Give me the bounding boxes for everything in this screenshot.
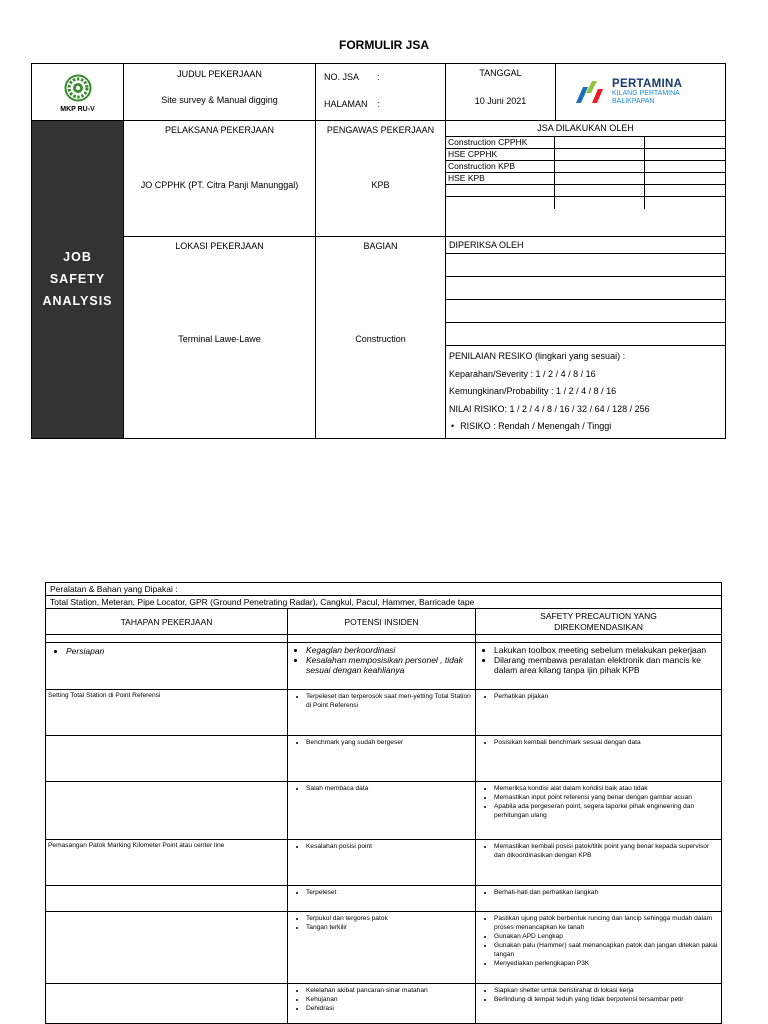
side-title-line-1: JOB (63, 250, 92, 265)
potensi-cell (288, 840, 476, 886)
severity-scale: Keparahan/Severity : 1 / 2 / 4 / 8 / 16 (449, 368, 596, 379)
tahapan-text (46, 736, 287, 738)
penilaian-block (446, 346, 725, 438)
step-row (46, 736, 722, 782)
pertamina-logo-icon (574, 79, 608, 105)
tahapan-cell (46, 782, 288, 840)
company-name: PERTAMINA (612, 78, 683, 90)
tanggal-value: 10 Juni 2021 (474, 96, 527, 106)
jsa-oleh-label: JSA DILAKUKAN OLEH (446, 121, 725, 137)
potensi-item: • Terpeleset (306, 888, 475, 897)
safety-item: • Gunakan APD Lengkap (494, 932, 721, 941)
tahapan-text (46, 984, 287, 986)
tahapan-text: Setting Total Station di Point Referensi (48, 692, 161, 699)
col-safety-header-line-2: DIREKOMENDASIKAN (554, 621, 643, 632)
jsa-oleh-row: HSE KPB (446, 173, 725, 185)
safety-item: • Dilarang membawa peralatan elektronik dan mancis ke dalam area kilang tanpa ijin pihak KPB (494, 655, 721, 675)
pelaksana-cell (124, 121, 316, 237)
company-sub1: KILANG PERTAMINA (612, 90, 680, 97)
potensi-item: • Salah membaca data (306, 784, 475, 793)
tahapan-text: Pemasangan Patok Marking Kilometer Point atau center line (48, 842, 225, 849)
jsa-oleh-grid (446, 137, 725, 209)
potensi-item: • Terpukul dan tergores patok (306, 914, 475, 923)
potensi-item: • Benchmark yang sudah bergeser (306, 738, 475, 747)
safety-item: • Berlindung di tempat teduh yang tidak berpotensi tersambar petir (494, 995, 721, 1004)
pengawas-value: KPB (371, 180, 390, 190)
jsa-oleh-row (446, 197, 725, 210)
jsa-oleh-cell (446, 121, 726, 237)
probability-scale: Kemungkinan/Probability : 1 / 2 / 4 / 8 / 16 (449, 386, 617, 396)
jsa-oleh-row: HSE CPPHK (446, 149, 725, 161)
tahapan-cell (46, 643, 288, 690)
logo-label: MKP RU-V (60, 105, 95, 113)
bagian-value: Construction (355, 334, 406, 344)
safety-cell (476, 886, 722, 912)
step-row (46, 912, 722, 984)
tahapan-text (46, 912, 287, 914)
steps-body (46, 643, 722, 1024)
diperiksa-blank-row (446, 323, 725, 346)
step-row (46, 643, 722, 690)
safety-item: • Siapkan shelter untuk beristirahat di lokasi kerja (494, 986, 721, 995)
step-row (46, 690, 722, 736)
jsa-steps-table (45, 582, 722, 1024)
no-jsa-cell (316, 64, 446, 121)
tahapan-cell (46, 886, 288, 912)
halaman-sep: : (377, 99, 381, 109)
judul-value: Site survey & Manual digging (161, 95, 278, 105)
jsa-header-table (31, 63, 726, 439)
safety-item: • Pastikan ujung patok berbentuk runcing dan lancip sehingga mudah dalam proses menancapkan ke tanah (494, 914, 721, 932)
tahapan-cell (46, 912, 288, 984)
bagian-label: BAGIAN (363, 241, 398, 251)
safety-item: • Lakukan toolbox meeting sebelum melakukan pekerjaan (494, 645, 721, 655)
jsa-oleh-row: Construction CPPHK (446, 137, 725, 149)
potensi-cell (288, 912, 476, 984)
safety-item: • Berhati-hati dan perhatikan langkah (494, 888, 721, 897)
step-row (46, 984, 722, 1024)
tahapan-cell (46, 984, 288, 1024)
col-safety-header (476, 609, 722, 635)
nilai-risiko-scale: NILAI RISIKO: 1 / 2 / 4 / 8 / 16 / 32 / 64 / 128 / 256 (449, 403, 650, 414)
potensi-item: • Kehujanan (306, 995, 475, 1004)
potensi-item: • Kesalahan posisi point (306, 842, 475, 851)
col-safety-header-line-1: SAFETY PRECAUTION YANG (540, 610, 657, 621)
tahapan-text (46, 782, 287, 784)
diperiksa-blank-row (446, 254, 725, 277)
pelaksana-value: JO CPPHK (PT. Citra Panji Manunggal) (140, 180, 299, 190)
potensi-item: • Kegaglan berkoordinasi (306, 645, 475, 655)
no-jsa-sep: : (377, 72, 380, 82)
safety-item: • Memastikan input point referensi yang benar dengan gambar acuan (494, 793, 721, 802)
company-sub2: BALIKPAPAN (612, 98, 655, 105)
pengawas-cell (316, 121, 446, 237)
jsa-oleh-row (446, 185, 725, 197)
safety-cell (476, 984, 722, 1024)
tahapan-cell (46, 736, 288, 782)
safety-cell (476, 840, 722, 886)
tahapan-item: • Persiapan (66, 646, 287, 656)
tahapan-cell (46, 840, 288, 886)
jsa-oleh-row: Construction KPB (446, 161, 725, 173)
judul-label: JUDUL PEKERJAAN (177, 69, 262, 79)
form-title: FORMULIR JSA (339, 38, 429, 52)
potensi-item: • Tangan terkilir (306, 923, 475, 932)
potensi-cell (288, 886, 476, 912)
penilaian-label: PENILAIAN RESIKO (lingkari yang sesuai) : (449, 351, 626, 361)
side-title-line-2: SAFETY (49, 272, 106, 287)
safety-item: • Perhatikan pijakan (494, 692, 721, 701)
halaman-label: HALAMAN (324, 99, 368, 109)
safety-cell (476, 736, 722, 782)
no-jsa-label: NO. JSA (324, 72, 360, 82)
safety-cell (476, 912, 722, 984)
potensi-item: • Terpeleset dan terperosok saat men-yetting Total Station di Point Referensi (306, 692, 475, 710)
potensi-cell (288, 782, 476, 840)
safety-item: • Apabila ada pergeseran point, segera laporke pihak engineering dan perhitungan ulang (494, 802, 721, 820)
safety-item: • Posisikan kembali benchmark sesuai dengan data (494, 738, 721, 747)
pelaksana-label: PELAKSANA PEKERJAAN (164, 125, 275, 135)
mkp-logo-cell (32, 64, 124, 121)
job-safety-analysis-banner (32, 121, 124, 439)
safety-item: • Gunakan palu (Hammer) saat menancapkan patok dan jangan ditekan pakai tangan (494, 941, 721, 959)
diperiksa-label: DIPERIKSA OLEH (446, 237, 725, 254)
safety-cell (476, 643, 722, 690)
potensi-item: • Kesalahan memposisikan personel , tidak sesuai dengan keahlianya (306, 655, 475, 675)
step-row (46, 782, 722, 840)
potensi-item: • Kelelahan akibat pancaran sinar matahari (306, 986, 475, 995)
potensi-cell (288, 736, 476, 782)
potensi-item: • Dehidrasi (306, 1004, 475, 1013)
step-row (46, 840, 722, 886)
judul-cell (124, 64, 316, 121)
bullet-icon: • (451, 421, 455, 431)
risiko-level-text: RISIKO : Rendah / Menengah / Tinggi (460, 421, 612, 431)
safety-item: • Memastikan kembali posisi patok/titik point yang benar kepada supervisor dan dikoordinasikan dengan KPB (494, 842, 721, 860)
lokasi-cell (124, 237, 316, 439)
potensi-cell (288, 984, 476, 1024)
diperiksa-cell (446, 237, 726, 439)
potensi-cell (288, 690, 476, 736)
safety-cell (476, 690, 722, 736)
pengawas-label: PENGAWAS PEKERJAAN (326, 125, 435, 135)
col-tahapan-header: TAHAPAN PEKERJAAN (46, 609, 288, 635)
peralatan-value: Total Station, Meteran, Pipe Locator, GPR (Ground Penetrating Radar), Cangkul, Pacul, Hammer, Barricade tape (46, 596, 722, 609)
tanggal-label: TANGGAL (479, 68, 522, 78)
mkp-logo-icon (64, 74, 92, 102)
diperiksa-blank-row (446, 300, 725, 323)
col-potensi-header: POTENSI INSIDEN (288, 609, 476, 635)
pertamina-logo-cell (556, 64, 726, 121)
lokasi-label: LOKASI PEKERJAAN (175, 241, 264, 251)
risiko-level (449, 418, 722, 436)
step-row (46, 886, 722, 912)
safety-item: • Menyediakan perlengkapan P3K (494, 959, 721, 968)
peralatan-label: Peralatan & Bahan yang Dipakai : (46, 583, 722, 596)
tanggal-cell (446, 64, 556, 121)
potensi-cell (288, 643, 476, 690)
tahapan-cell (46, 690, 288, 736)
tahapan-text (46, 886, 287, 888)
diperiksa-blank-row (446, 277, 725, 300)
bagian-cell (316, 237, 446, 439)
safety-item: • Memeriksa kondisi alat dalam kondisi baik atau tidak (494, 784, 721, 793)
side-title-line-3: ANALYSIS (42, 294, 113, 309)
safety-cell (476, 782, 722, 840)
lokasi-value: Terminal Lawe-Lawe (178, 334, 261, 344)
